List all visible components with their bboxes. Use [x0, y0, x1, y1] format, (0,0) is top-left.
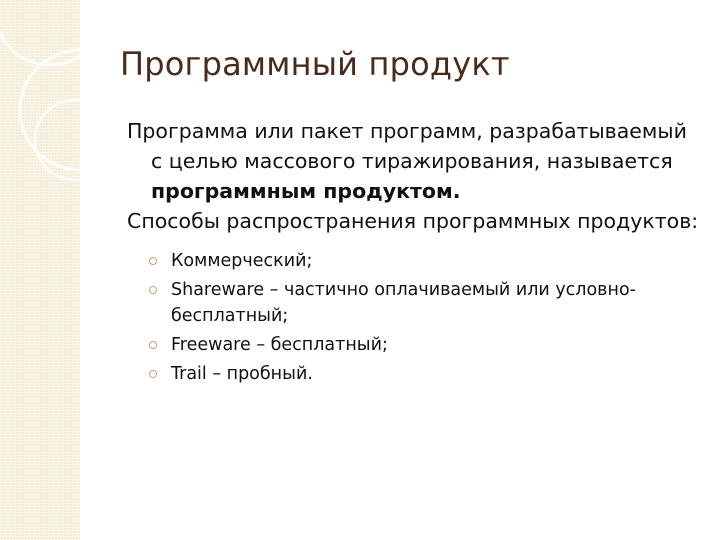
ring-bullet-icon — [149, 286, 157, 294]
list-item — [147, 361, 702, 387]
list-item-text: Коммерческий; — [171, 251, 313, 271]
paragraph-bold-term: программным продуктом. — [151, 179, 461, 203]
slide-content — [127, 116, 702, 390]
list-item-text: Freeware – бесплатный; — [171, 335, 388, 355]
paragraph-distribution — [127, 206, 702, 236]
slide-title: Программный продукт — [120, 45, 510, 83]
list-item — [147, 277, 702, 329]
list-item-text: Shareware – частично оплачиваемый или условно-бесплатный; — [171, 280, 636, 326]
circle-ornament-icon — [0, 0, 80, 260]
ring-bullet-icon — [149, 341, 157, 349]
list-item-text: Trail – пробный. — [171, 364, 313, 384]
paragraph-text: Способы распространения программных продуктов: — [127, 209, 699, 233]
list-item — [147, 332, 702, 358]
ring-bullet-icon — [149, 257, 157, 265]
decorative-side-band — [0, 0, 80, 540]
list-item — [147, 248, 702, 274]
paragraph-text: Программа или пакет программ, разрабатываемый с целью массового тиражирования, называется — [127, 119, 687, 173]
paragraph-definition — [127, 116, 702, 206]
distribution-methods-list — [127, 248, 702, 387]
ring-bullet-icon — [149, 370, 157, 378]
